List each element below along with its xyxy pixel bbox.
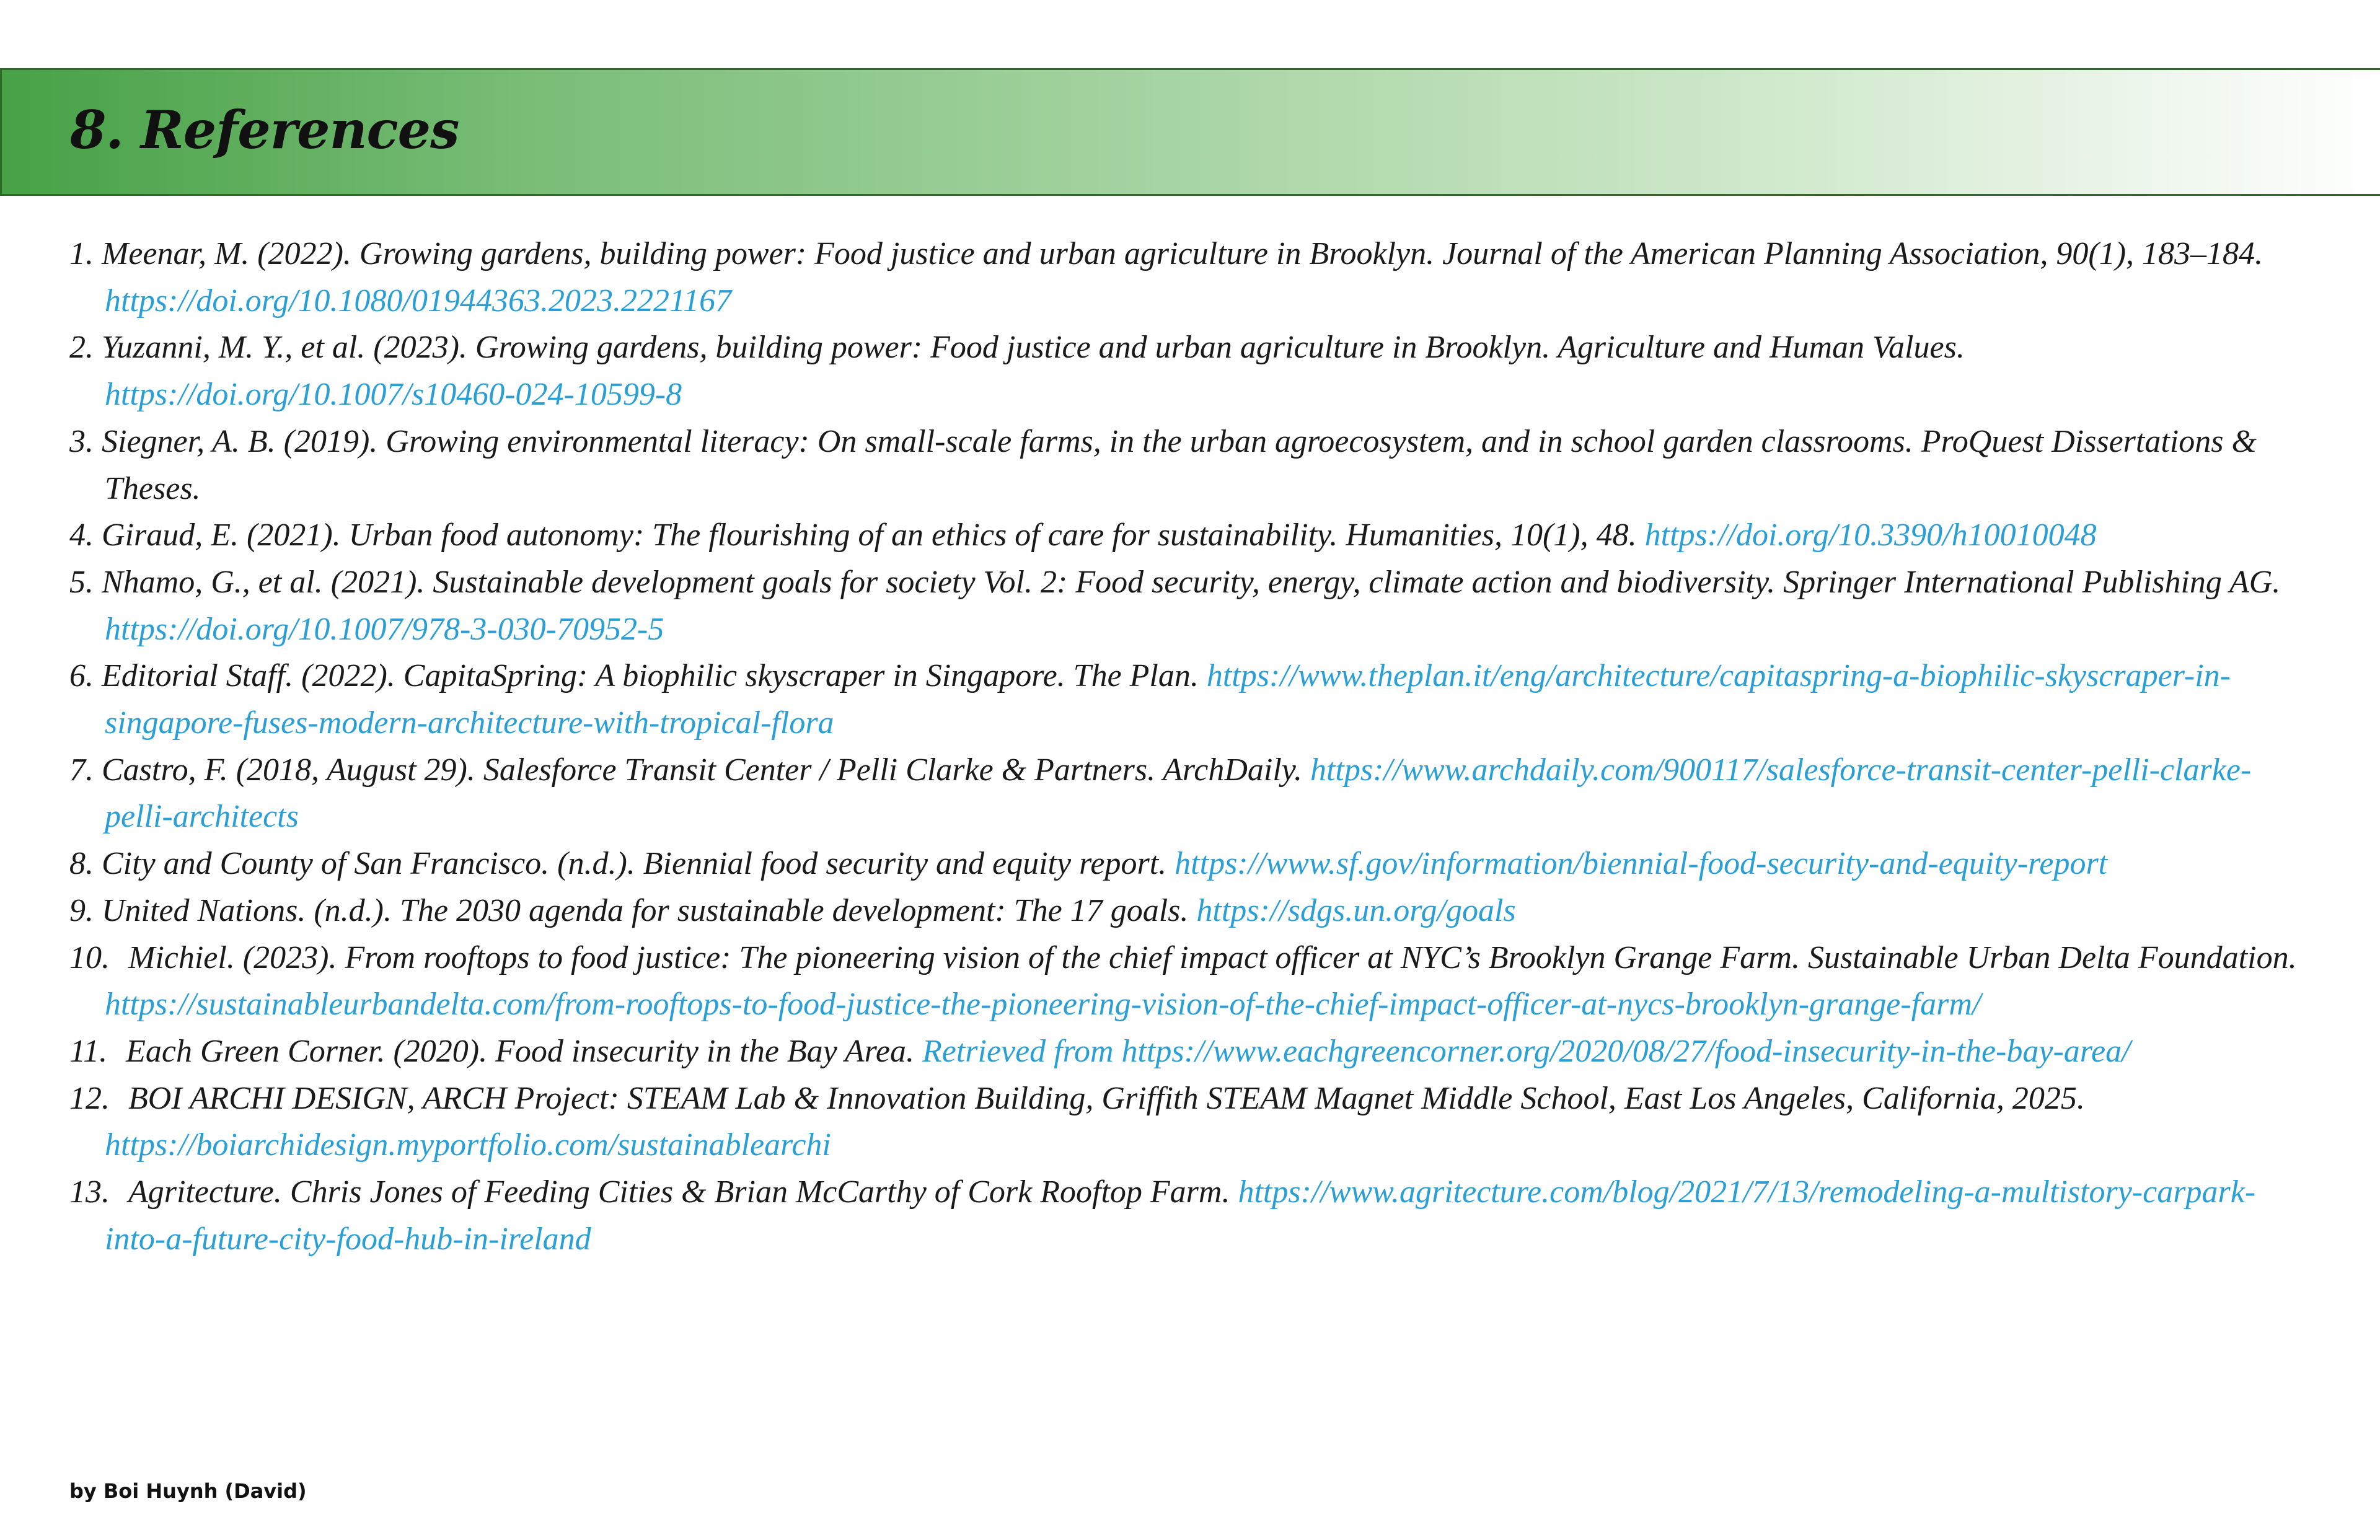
reference-link[interactable]: https://doi.org/10.3390/h10010048 <box>1644 517 2097 553</box>
reference-item <box>69 1169 2313 1262</box>
reference-text: Michiel. (2023). From rooftops to food justice: The pioneering vision of the chief impact officer at NYC’s Brooklyn Grange Farm. Sustainable Urban Delta Foundation. <box>128 939 2297 975</box>
reference-item <box>69 1028 2313 1075</box>
reference-item <box>69 418 2313 512</box>
reference-number: 13. <box>69 1174 110 1210</box>
reference-link[interactable]: https://www.theplan.it/eng/architecture/capitaspring-a-biophilic-skyscraper-in-singapore-fuses-modern-architecture-with-tropical-flora <box>105 658 2231 741</box>
section-title: 8. References <box>70 99 459 161</box>
reference-item <box>69 559 2313 653</box>
reference-number: 3. <box>69 423 94 459</box>
reference-link[interactable]: https://www.archdaily.com/900117/salesforce-transit-center-pelli-clarke-pelli-architects <box>105 752 2252 835</box>
reference-item <box>69 747 2313 840</box>
section-header-banner <box>0 68 2380 196</box>
reference-text: Yuzanni, M. Y., et al. (2023). Growing gardens, building power: Food justice and urban agriculture in Brooklyn. Agriculture and Human Values. <box>102 330 1965 366</box>
reference-text: Agritecture. Chris Jones of Feeding Cities & Brian McCarthy of Cork Rooftop Farm. <box>128 1174 1238 1210</box>
reference-item <box>69 512 2313 559</box>
reference-list <box>69 231 2313 1262</box>
reference-text: Nhamo, G., et al. (2021). Sustainable development goals for society Vol. 2: Food security, energy, climate action and biodiversity. Springer International Publishing AG. <box>102 564 2281 600</box>
reference-item <box>69 887 2313 935</box>
reference-item <box>69 935 2313 1028</box>
reference-text: City and County of San Francisco. (n.d.). Biennial food security and equity report. <box>102 846 1175 882</box>
reference-number: 6. <box>69 658 94 694</box>
reference-text: Meenar, M. (2022). Growing gardens, building power: Food justice and urban agriculture in Brooklyn. Journal of the American Planning Association, 90(1), 183–184. <box>102 236 2263 271</box>
reference-number: 12. <box>69 1080 110 1116</box>
reference-number: 9. <box>69 892 94 928</box>
reference-item <box>69 840 2313 887</box>
reference-link[interactable]: https://www.sf.gov/information/biennial-food-security-and-equity-report <box>1175 846 2108 882</box>
author-byline: by Boi Huynh (David) <box>69 1479 307 1503</box>
reference-text: BOI ARCHI DESIGN, ARCH Project: STEAM Lab & Innovation Building, Griffith STEAM Magnet Middle School, East Los Angeles, California, 2025. <box>128 1080 2085 1116</box>
reference-number: 10. <box>69 939 110 975</box>
reference-text: Giraud, E. (2021). Urban food autonomy: The flourishing of an ethics of care for sustainability. Humanities, 10(1), 48. <box>102 517 1645 553</box>
reference-link[interactable]: https://doi.org/10.1080/01944363.2023.2221167 <box>105 283 732 319</box>
reference-link[interactable]: https://sustainableurbandelta.com/from-rooftops-to-food-justice-the-pioneering-vision-of-the-chief-impact-officer-at-nycs-brooklyn-grange-farm/ <box>105 987 1981 1023</box>
reference-number: 5. <box>69 564 94 600</box>
reference-item <box>69 324 2313 418</box>
reference-text: United Nations. (n.d.). The 2030 agenda for sustainable development: The 17 goals. <box>102 892 1197 928</box>
reference-number: 11. <box>69 1033 108 1069</box>
reference-link[interactable]: https://www.agritecture.com/blog/2021/7/13/remodeling-a-multistory-carpark-into-a-future-city-food-hub-in-ireland <box>105 1174 2256 1257</box>
reference-text: Editorial Staff. (2022). CapitaSpring: A biophilic skyscraper in Singapore. The Plan. <box>102 658 1207 694</box>
reference-link[interactable]: https://doi.org/10.1007/978-3-030-70952-5 <box>105 611 664 647</box>
reference-item <box>69 1075 2313 1169</box>
reference-item <box>69 653 2313 746</box>
reference-item <box>69 231 2313 324</box>
reference-text: Castro, F. (2018, August 29). Salesforce Transit Center / Pelli Clarke & Partners. ArchDaily. <box>102 752 1310 788</box>
reference-link[interactable]: https://boiarchidesign.myportfolio.com/sustainablearchi <box>105 1127 831 1163</box>
reference-number: 7. <box>69 752 94 788</box>
reference-number: 4. <box>69 517 94 553</box>
reference-text: Each Green Corner. (2020). Food insecurity in the Bay Area. <box>126 1033 922 1069</box>
reference-number: 8. <box>69 846 94 882</box>
reference-number: 2. <box>69 330 94 366</box>
reference-number: 1. <box>69 236 94 271</box>
reference-link[interactable]: Retrieved from https://www.eachgreencorner.org/2020/08/27/food-insecurity-in-the-bay-area/ <box>922 1033 2131 1069</box>
reference-link[interactable]: https://sdgs.un.org/goals <box>1196 892 1516 928</box>
reference-text: Siegner, A. B. (2019). Growing environmental literacy: On small-scale farms, in the urban agroecosystem, and in school garden classrooms. ProQuest Dissertations & Theses. <box>102 423 2257 506</box>
reference-link[interactable]: https://doi.org/10.1007/s10460-024-10599-8 <box>105 377 682 413</box>
